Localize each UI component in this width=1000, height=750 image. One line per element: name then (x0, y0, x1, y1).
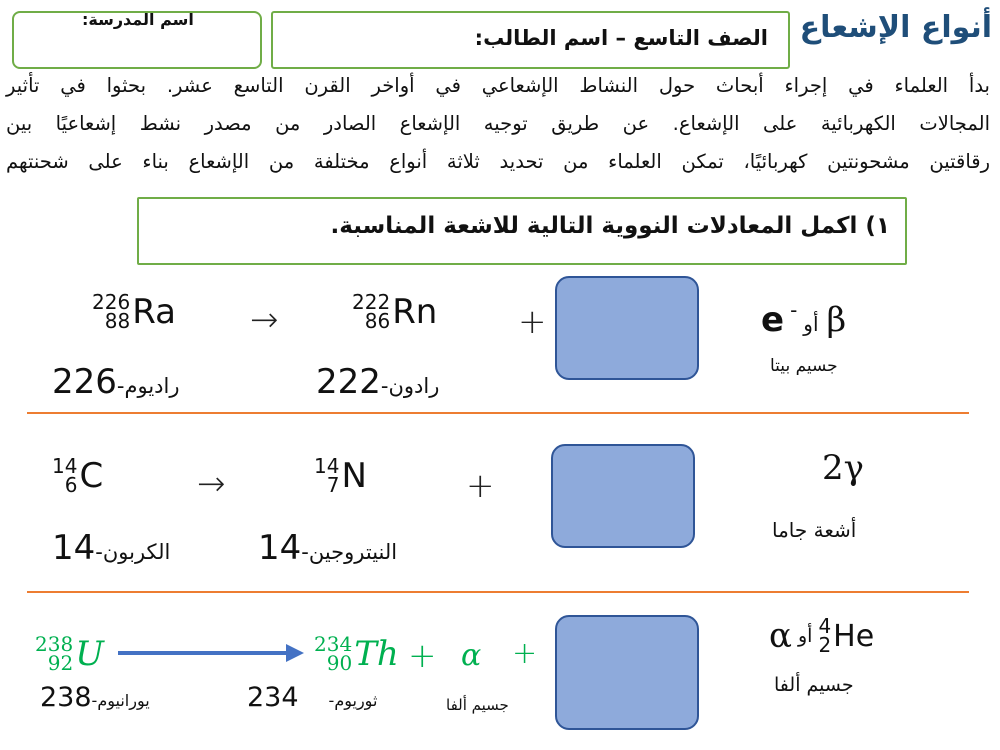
nitrogen-label (258, 528, 397, 568)
electron-charge: - (790, 298, 798, 322)
radium-mass-number: 226 (92, 290, 131, 314)
uranium-label (40, 682, 150, 713)
radium-symbol: Ra (132, 292, 176, 332)
plus-sign-3a: + (408, 636, 437, 676)
alpha-or-label: أو (797, 625, 813, 647)
carbon-label-number: 14 (52, 528, 96, 568)
radon-label (316, 362, 439, 402)
radon-atomic-number: 86 (364, 309, 391, 333)
class-student-name-label: الصف التاسع – اسم الطالب: (474, 26, 768, 50)
radon-nuclide (352, 292, 437, 332)
nitrogen-label-name: النيتروجين- (301, 540, 398, 564)
nitrogen-mass-number: 14 (314, 454, 340, 478)
radon-label-name: رادون- (380, 374, 440, 398)
radium-nuclide (92, 292, 176, 332)
separator-1 (27, 412, 969, 414)
thorium-symbol: Th (354, 634, 399, 674)
uranium-atomic-number: 92 (47, 651, 74, 675)
answer-box-2[interactable] (551, 444, 695, 548)
uranium-symbol: U (75, 634, 104, 674)
thorium-label-number: 234 (247, 682, 299, 713)
uranium-label-number: 238 (40, 682, 92, 713)
nitrogen-symbol: N (341, 456, 367, 496)
gamma-ray-name: أشعة جاما (772, 518, 857, 542)
uranium-label-name: يورانيوم- (91, 691, 150, 710)
answer-box-3[interactable] (555, 615, 699, 730)
electron-symbol: e (761, 300, 785, 340)
thorium-label-name: ثوريوم- (328, 691, 378, 710)
beta-or-label: أو (803, 312, 819, 336)
carbon-label (52, 528, 170, 568)
nitrogen-label-number: 14 (258, 528, 302, 568)
reaction-arrow-1: → (250, 300, 279, 340)
radon-label-number: 222 (316, 362, 381, 402)
reaction-arrow-3-head (286, 644, 304, 662)
thorium-mass-number: 234 (314, 632, 353, 656)
intro-line-3: رقاقتين مشحونتين كهربائيًا، تمكن العلماء من تحديد ثلاثة أنواع مختلفة من الإشعاع بناء على شحنتهم (6, 150, 990, 173)
intro-line-2: المجالات الكهربائية على الإشعاع. عن طريق توجيه الإشعاع الصادر من مصدر نشط إشعاعيًا بين (6, 112, 990, 135)
radon-mass-number: 222 (352, 290, 391, 314)
beta-symbol: β (826, 300, 847, 340)
helium-symbol: He (833, 618, 875, 654)
alpha-option (769, 616, 874, 656)
radium-label (52, 362, 180, 402)
separator-2 (27, 591, 969, 593)
radon-symbol: Rn (392, 292, 438, 332)
beta-particle-name: جسيم بيتا (770, 356, 838, 376)
answer-box-1[interactable] (555, 276, 699, 380)
school-name-label: اسم المدرسة: (82, 10, 194, 29)
carbon-nuclide (52, 456, 103, 496)
alpha-particle-name: جسيم ألفا (774, 674, 854, 696)
alpha-symbol: α (769, 616, 792, 656)
carbon-label-name: الكربون- (95, 540, 171, 564)
helium-nuclide (818, 614, 875, 657)
carbon-symbol: C (79, 456, 104, 496)
carbon-mass-number: 14 (52, 454, 78, 478)
thorium-nuclide (314, 634, 399, 674)
nitrogen-nuclide (314, 456, 367, 496)
radium-label-number: 226 (52, 362, 117, 402)
nitrogen-atomic-number: 7 (326, 473, 340, 497)
plus-sign-1: + (518, 302, 547, 342)
helium-atomic-number: 2 (818, 633, 832, 657)
plus-sign-3b: + (512, 636, 538, 671)
alpha-equation-label: جسيم ألفا (446, 696, 509, 714)
radium-atomic-number: 88 (104, 309, 131, 333)
worksheet-title: أنواع الإشعاع (799, 10, 992, 45)
alpha-in-equation: α (461, 638, 482, 673)
thorium-atomic-number: 90 (326, 651, 353, 675)
radium-label-name: راديوم- (116, 374, 180, 398)
helium-mass-number: 4 (818, 614, 832, 638)
reaction-arrow-2: → (197, 464, 226, 504)
beta-option (761, 300, 846, 340)
uranium-mass-number: 238 (35, 632, 74, 656)
question-text: ١) اكمل المعادلات النووية التالية للاشعة المناسبة. (330, 213, 890, 239)
plus-sign-2: + (466, 466, 495, 506)
uranium-nuclide (35, 634, 104, 674)
intro-line-1: بدأ العلماء في إجراء أبحاث حول النشاط الإشعاعي في أواخر القرن التاسع عشر. بحثوا في تأثير (6, 74, 990, 97)
carbon-atomic-number: 6 (64, 473, 78, 497)
reaction-arrow-3 (118, 651, 288, 655)
thorium-label (247, 682, 377, 713)
gamma-symbol: 2γ (822, 448, 864, 488)
